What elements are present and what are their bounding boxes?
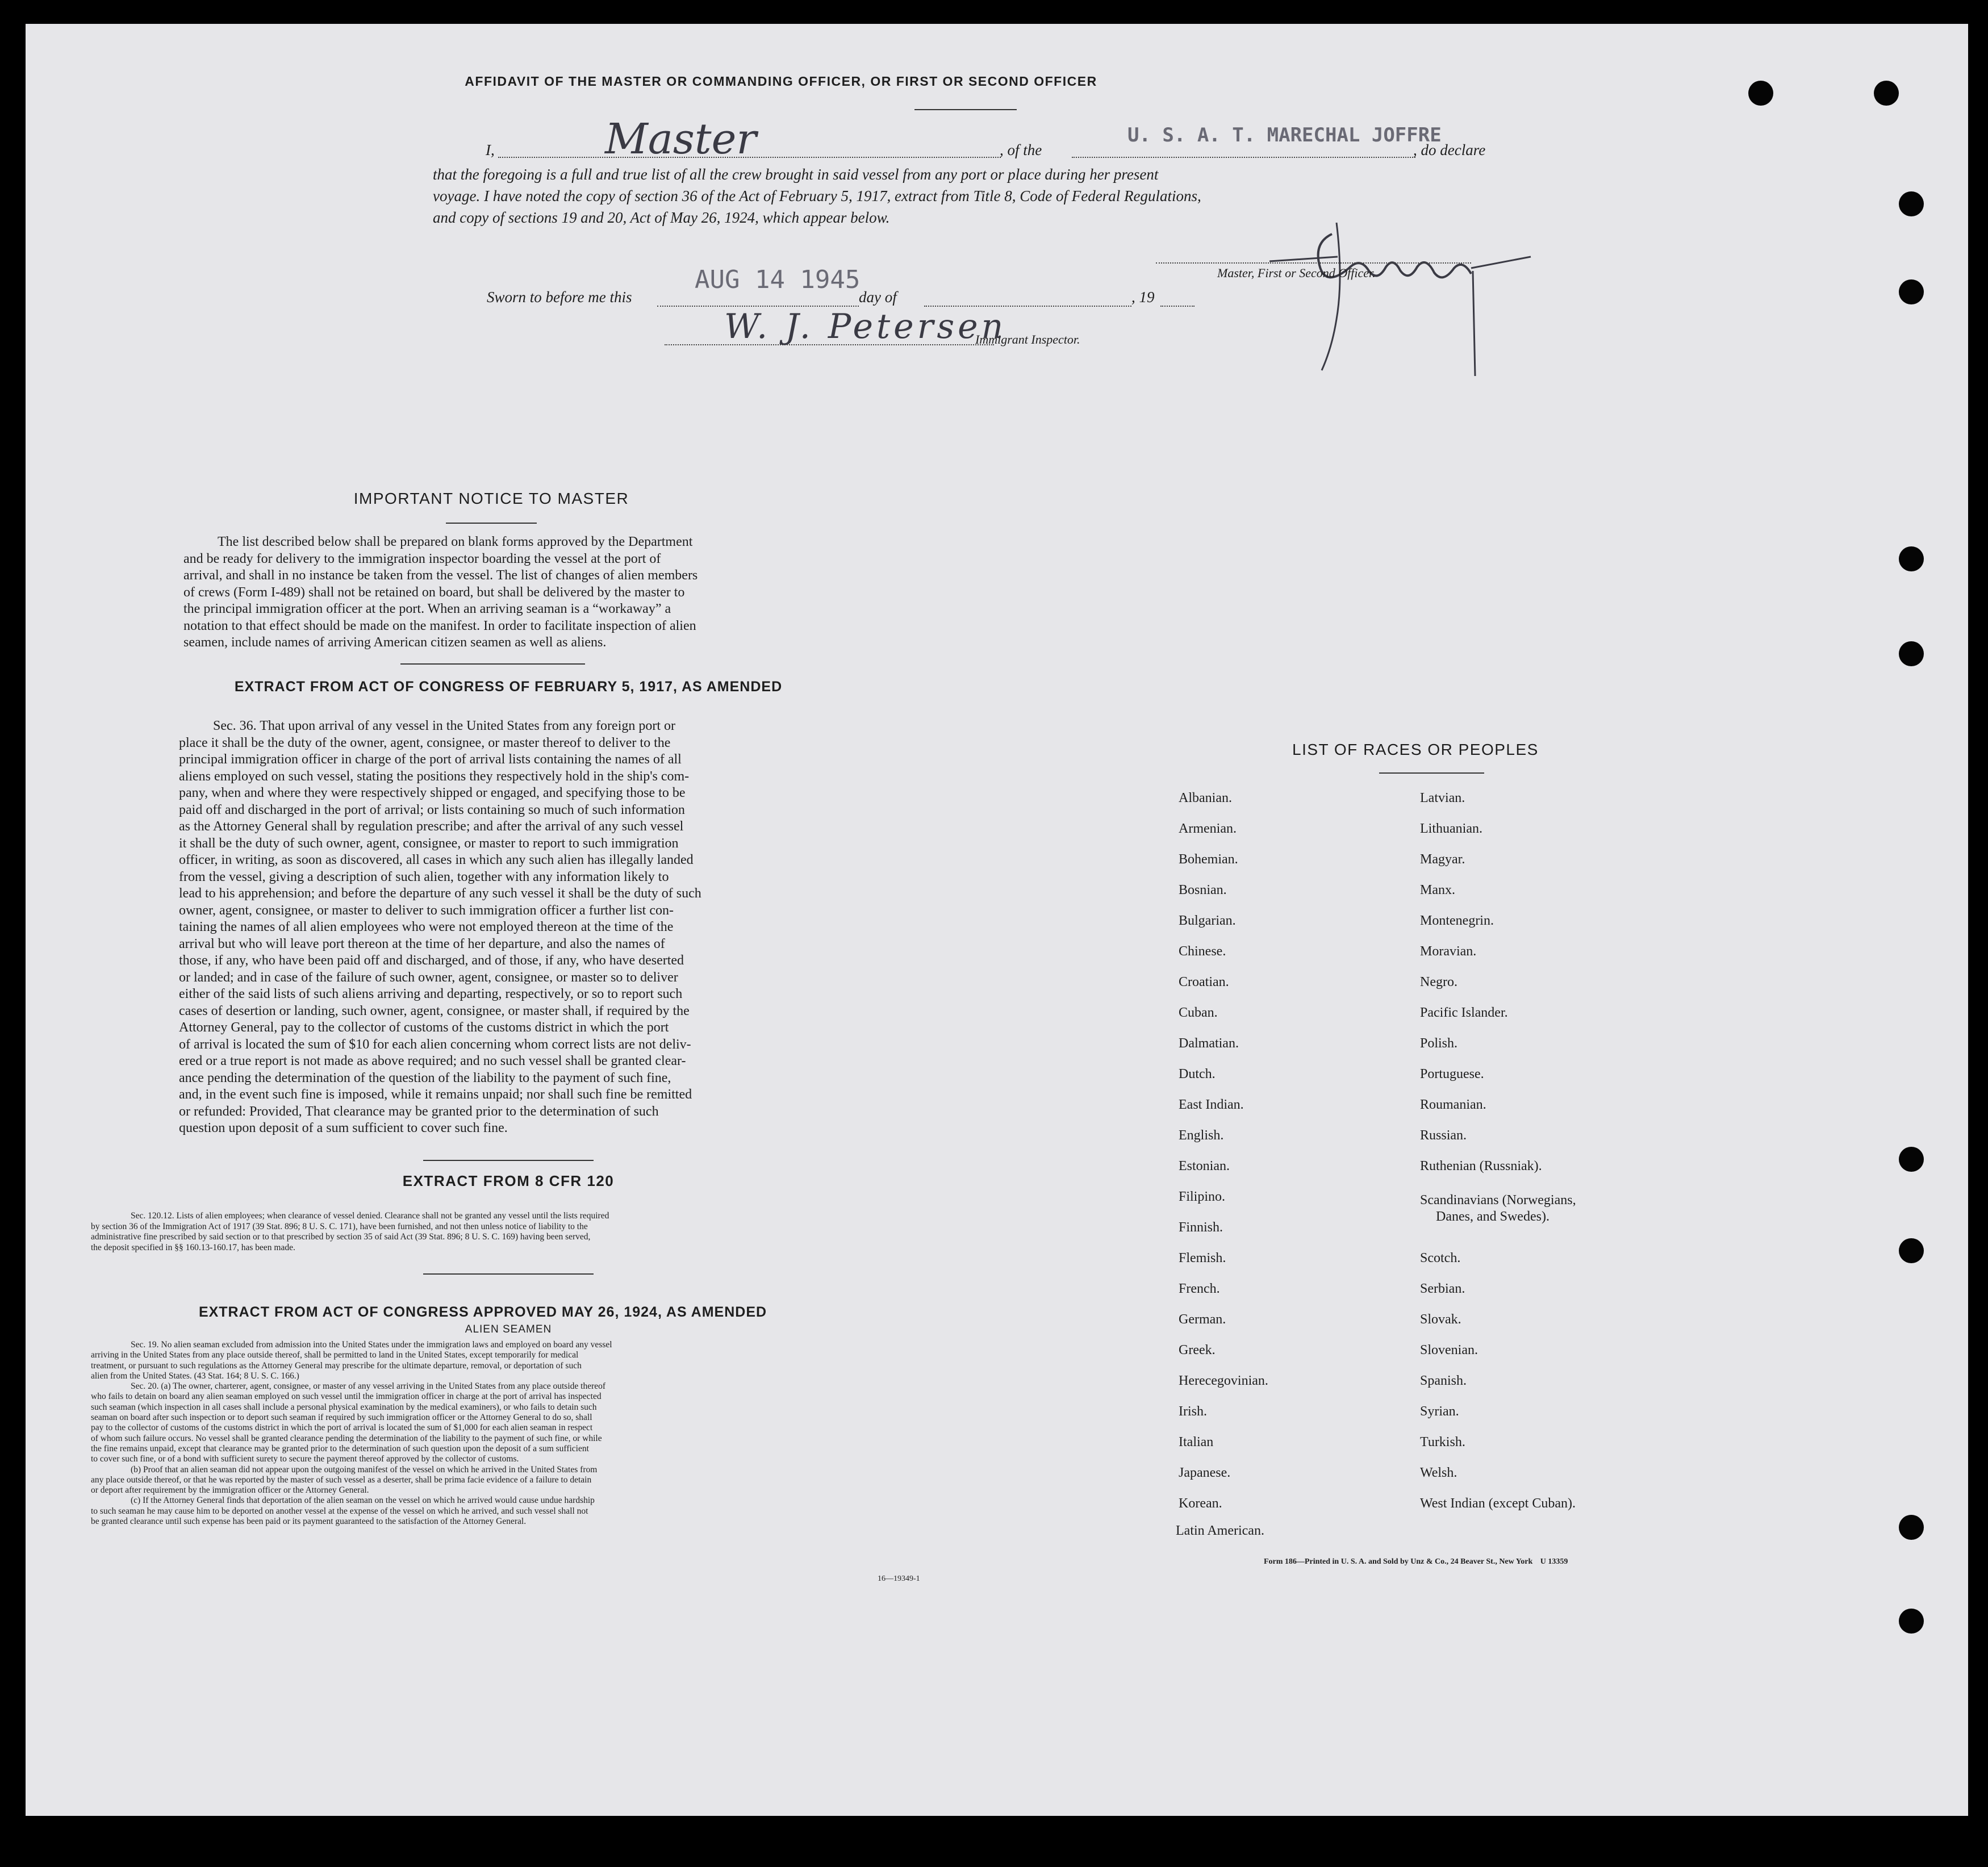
extract-1917-line: owner, agent, consignee, or master to deliver to such immigration officer a further list con- bbox=[179, 903, 674, 918]
extract-1924-line: such seaman (which inspection in all cases shall include a personal physical examination by the medical examiners), or who fails to detain such bbox=[91, 1402, 597, 1412]
extract-1917-line: and, in the event such fine is imposed, while it remains unpaid; nor shall such fine be remitted bbox=[179, 1087, 692, 1102]
race-item: Armenian. bbox=[1179, 821, 1237, 836]
notice-line: The list described below shall be prepared on blank forms approved by the Department bbox=[218, 534, 693, 549]
race-item: Negro. bbox=[1420, 975, 1457, 989]
race-item: Filipino. bbox=[1179, 1189, 1226, 1204]
race-item: Polish. bbox=[1420, 1036, 1458, 1051]
race-item: Lithuanian. bbox=[1420, 821, 1482, 836]
title-rule bbox=[914, 109, 1017, 110]
inspector-signature: W. J. Petersen bbox=[724, 307, 1007, 346]
race-item: Greek. bbox=[1179, 1343, 1216, 1358]
extract-1924-line: or deport after requirement by the immigration officer or the Attorney General. bbox=[91, 1485, 369, 1496]
punch-hole bbox=[1899, 1238, 1924, 1263]
race-item: Portuguese. bbox=[1420, 1067, 1484, 1081]
punch-hole bbox=[1899, 1609, 1924, 1634]
extract-1917-line: as the Attorney General shall by regulation prescribe; and after the arrival of any such vessel bbox=[179, 819, 684, 834]
extract-1924-line: be granted clearance until such expense has been paid or its payment guaranteed to the satisfaction of the Attorney General. bbox=[91, 1517, 527, 1527]
notice-title: IMPORTANT NOTICE TO MASTER bbox=[353, 490, 629, 507]
race-item: Ruthenian (Russniak). bbox=[1420, 1159, 1542, 1173]
extract-1917-line: principal immigration officer in charge of the port of arrival lists containing the names of all bbox=[179, 752, 682, 767]
affidavit-i-label: I, bbox=[486, 141, 495, 158]
race-item: German. bbox=[1179, 1312, 1226, 1327]
extract-1917-line: ance pending the determination of the question of the liability to the payment of such fine, bbox=[179, 1070, 671, 1085]
date-stamp: AUG 14 1945 bbox=[695, 265, 861, 294]
affidavit-title: AFFIDAVIT OF THE MASTER OR COMMANDING OFFICER, OR FIRST OR SECOND OFFICER bbox=[465, 74, 1097, 89]
extract-1917-line: of arrival is located the sum of $10 for each alien concerning whom correct lists are not deliv- bbox=[179, 1037, 691, 1052]
extract-1924-line: any place outside thereof, or that he was reported by the master of such vessel as a deserter, shall be prima facie evidence of a failure to detain bbox=[91, 1475, 592, 1485]
race-item: Dutch. bbox=[1179, 1067, 1216, 1081]
day-of-label: day of bbox=[859, 289, 897, 306]
vessel-name: U. S. A. T. MARECHAL JOFFRE bbox=[1127, 124, 1442, 147]
extract-1917-line: aliens employed on such vessel, stating the positions they respectively hold in the ship's com- bbox=[179, 768, 690, 784]
race-item: Danes, and Swedes). bbox=[1436, 1209, 1550, 1224]
race-item: West Indian (except Cuban). bbox=[1420, 1496, 1576, 1511]
extract-1917-line: officer, in writing, as soon as discovered, all cases in which any such alien has illegally landed bbox=[179, 853, 694, 867]
extract-1924-line: of whom such failure occurs. No vessel shall be granted clearance pending the determination of the liability to the payment of such fine, or while bbox=[91, 1433, 602, 1443]
race-item: Magyar. bbox=[1420, 852, 1465, 867]
extract-1917-line: pany, when and where they were respectively shipped or engaged, and specifying those to be bbox=[179, 786, 686, 800]
race-item: Albanian. bbox=[1179, 791, 1232, 805]
printer-code: U 13359 bbox=[1540, 1557, 1568, 1566]
extract-1917-line: ered or a true report is not made as above required; and no such vessel shall be granted clear- bbox=[179, 1054, 686, 1068]
extract-1924-line: the fine remains unpaid, except that clearance may be granted prior to the determination of such question upon the deposit of a sum sufficient bbox=[91, 1443, 589, 1453]
race-item: Estonian. bbox=[1179, 1159, 1230, 1173]
extract-1924-line: alien from the United States. (43 Stat. 164; 8 U. S. C. 166.) bbox=[91, 1371, 299, 1381]
punch-hole bbox=[1899, 1515, 1924, 1540]
extract-cfr-line: by section 36 of the Immigration Act of 1917 (39 Stat. 896; 8 U. S. C. 171), have been furnished, and not then unless notice of liability to the bbox=[91, 1221, 588, 1231]
extract-1924-line: Sec. 20. (a) The owner, charterer, agent, consignee, or master of any vessel arriving in the United States from any place outside thereof bbox=[131, 1381, 606, 1392]
race-item: Syrian. bbox=[1420, 1404, 1459, 1419]
sworn-label: Sworn to before me this bbox=[487, 289, 632, 306]
race-item: Irish. bbox=[1179, 1404, 1207, 1419]
extract-cfr-line: the deposit specified in §§ 160.13-160.17, has been made. bbox=[91, 1242, 295, 1252]
extract-1917-line: either of the said lists of such aliens arriving and departing, respectively, or so to report such bbox=[179, 987, 683, 1001]
section-rule bbox=[400, 663, 585, 665]
affidavit-body-line: voyage. I have noted the copy of section 36 of the Act of February 5, 1917, extract from Title 8, Code of Federal Regulations, bbox=[433, 187, 1201, 204]
document-page bbox=[26, 24, 1968, 1816]
signature-caption: Master, First or Second Officer. bbox=[1217, 266, 1376, 280]
race-item: Scotch. bbox=[1420, 1251, 1461, 1265]
signature-line bbox=[1156, 262, 1471, 264]
race-item: Spanish. bbox=[1420, 1373, 1467, 1388]
extract-1917-line: paid off and discharged in the port of arrival; or lists containing so much of such information bbox=[179, 802, 685, 817]
race-item: Scandinavians (Norwegians, bbox=[1420, 1193, 1576, 1208]
race-item: Herecegovinian. bbox=[1179, 1373, 1268, 1388]
master-signature bbox=[1247, 211, 1542, 382]
punch-hole bbox=[1899, 1147, 1924, 1172]
extract-1924-line: to such seaman he may cause him to be deported on another vessel at the expense of the vessel on which he arrived, and such vessel shall not bbox=[91, 1506, 588, 1516]
extract-cfr-title: EXTRACT FROM 8 CFR 120 bbox=[402, 1172, 615, 1189]
extract-1924-line: (c) If the Attorney General finds that deportation of the alien seaman on the vessel on which he arrived would cause undue hardship bbox=[131, 1496, 595, 1506]
race-item: Latvian. bbox=[1420, 791, 1465, 805]
extract-1924-line: treatment, or pursuant to such regulations as the Attorney General may prescribe for the ultimate departure, removal, or deportation of such bbox=[91, 1360, 582, 1371]
race-item: French. bbox=[1179, 1281, 1220, 1296]
extract-1917-line: or landed; and in case of the failure of such owner, agent, consignee, or master so to deliver bbox=[179, 970, 678, 985]
race-item: Russian. bbox=[1420, 1128, 1467, 1143]
master-handwriting: Master bbox=[605, 115, 757, 164]
extract-1917-line: Attorney General, pay to the collector of customs of the customs district in which the port bbox=[179, 1020, 669, 1035]
extract-1924-line: to cover such fine, or of a bond with sufficient surety to secure the payment thereof approved by the collector of customs. bbox=[91, 1454, 519, 1464]
extract-1917-line: Sec. 36. That upon arrival of any vessel in the United States from any foreign port or bbox=[213, 719, 676, 733]
race-item: Slovak. bbox=[1420, 1312, 1461, 1327]
race-item: Chinese. bbox=[1179, 944, 1226, 959]
race-item: Slovenian. bbox=[1420, 1343, 1478, 1358]
extract-1917-line: lead to his apprehension; and before the departure of any such vessel it shall be the duty of such bbox=[179, 886, 701, 901]
race-item: Croatian. bbox=[1179, 975, 1229, 989]
notice-line: and be ready for delivery to the immigration inspector boarding the vessel at the port of bbox=[183, 551, 661, 566]
extract-1924-title: EXTRACT FROM ACT OF CONGRESS APPROVED MAY 26, 1924, AS AMENDED bbox=[198, 1304, 767, 1320]
race-item: English. bbox=[1179, 1128, 1224, 1143]
extract-1917-line: arrival but who will leave port thereon at the time of her departure, and also the names of bbox=[179, 936, 665, 951]
race-item: Bulgarian. bbox=[1179, 913, 1236, 928]
race-item: Bosnian. bbox=[1179, 883, 1227, 897]
extract-1924-line: who fails to detain on board any alien seaman employed on such vessel until the immigration officer in charge at the port of arrival has inspected bbox=[91, 1392, 602, 1402]
race-item: Montenegrin. bbox=[1420, 913, 1494, 928]
notice-line: of crews (Form I-489) shall not be retained on board, but shall be delivered by the master to bbox=[183, 584, 685, 600]
race-item: Korean. bbox=[1179, 1496, 1222, 1511]
affidavit-body-line: and copy of sections 19 and 20, Act of May 26, 1924, which appear below. bbox=[433, 209, 890, 226]
race-item: Latin American. bbox=[1176, 1523, 1264, 1538]
extract-1924-subtitle: ALIEN SEAMEN bbox=[465, 1323, 552, 1335]
printer-text: Form 186—Printed in U. S. A. and Sold by Unz & Co., 24 Beaver St., New York bbox=[1264, 1557, 1533, 1566]
extract-1924-line: seaman on board after such inspection or to deport such seaman if required by such immigration officer or the Attorney General to do so, shall bbox=[91, 1413, 592, 1423]
punch-hole bbox=[1748, 81, 1773, 106]
affidavit-body-line: that the foregoing is a full and true list of all the crew brought in said vessel from any port or place during her present bbox=[433, 166, 1159, 183]
notice-rule bbox=[446, 523, 537, 524]
section-rule bbox=[423, 1273, 594, 1275]
races-title: LIST OF RACES OR PEOPLES bbox=[1292, 741, 1539, 758]
punch-hole bbox=[1874, 81, 1899, 106]
extract-1917-line: taining the names of all alien employees who were not employed thereon at the time of the bbox=[179, 920, 674, 934]
extract-1917-line: question upon deposit of a sum sufficient to cover such fine. bbox=[179, 1121, 508, 1135]
extract-1917-line: from the vessel, giving a description of such alien, together with any information likely to bbox=[179, 869, 669, 884]
notice-line: seamen, include names of arriving American citizen seamen as well as aliens. bbox=[183, 635, 607, 650]
extract-cfr-line: administrative fine prescribed by said section or to that prescribed by section 35 of said Act (39 Stat. 896; 8 U. S. C. 169) having been served, bbox=[91, 1232, 591, 1242]
extract-1917-line: those, if any, who have been paid off and discharged, and of those, if any, who have deserted bbox=[179, 953, 684, 968]
extract-1917-line: cases of desertion or landing, such owner, agent, consignee, or master shall, if required by the bbox=[179, 1003, 690, 1018]
race-item: Dalmatian. bbox=[1179, 1036, 1239, 1051]
inspector-caption: Immigrant Inspector. bbox=[975, 332, 1080, 346]
form-number: 16—19349-1 bbox=[878, 1574, 920, 1583]
printer-imprint bbox=[1264, 1557, 1568, 1567]
extract-1917-title: EXTRACT FROM ACT OF CONGRESS OF FEBRUARY 5, 1917, AS AMENDED bbox=[234, 679, 783, 695]
race-item: Japanese. bbox=[1179, 1465, 1231, 1480]
punch-hole bbox=[1899, 191, 1924, 216]
race-item: Roumanian. bbox=[1420, 1097, 1486, 1112]
punch-hole bbox=[1899, 279, 1924, 304]
extract-1917-text bbox=[179, 718, 852, 1137]
race-item: Moravian. bbox=[1420, 944, 1477, 959]
extract-1924-line: pay to the collector of customs of the customs district in which the port of arrival is located the sum of $1,000 for each alien seaman in respect bbox=[91, 1423, 593, 1433]
notice-text bbox=[183, 534, 852, 651]
race-item: East Indian. bbox=[1179, 1097, 1244, 1112]
race-item: Flemish. bbox=[1179, 1251, 1226, 1265]
year-label: , 19 bbox=[1131, 289, 1155, 306]
year-line bbox=[1160, 306, 1195, 307]
notice-line: the principal immigration officer at the port. When an arriving seaman is a “workaway” a bbox=[183, 602, 671, 616]
race-item: Italian bbox=[1179, 1435, 1214, 1450]
declare-label: , do declare bbox=[1413, 141, 1486, 158]
race-item: Bohemian. bbox=[1179, 852, 1238, 867]
notice-line: notation to that effect should be made on the manifest. In order to facilitate inspection of alien bbox=[183, 618, 696, 633]
extract-cfr-text bbox=[91, 1211, 943, 1253]
extract-1924-line: arriving in the United States from any place outside thereof, shall be permitted to land in the United States, except temporarily for medical bbox=[91, 1350, 579, 1360]
section-rule bbox=[423, 1160, 594, 1161]
extract-1917-line: it shall be the duty of such owner, agent, consignee, or master to report to such immigration bbox=[179, 836, 679, 851]
race-item: Cuban. bbox=[1179, 1005, 1218, 1020]
race-item: Manx. bbox=[1420, 883, 1455, 897]
punch-hole bbox=[1899, 546, 1924, 571]
punch-hole bbox=[1899, 641, 1924, 666]
notice-line: arrival, and shall in no instance be taken from the vessel. The list of changes of alien members bbox=[183, 568, 698, 583]
race-item: Pacific Islander. bbox=[1420, 1005, 1508, 1020]
race-item: Finnish. bbox=[1179, 1220, 1223, 1235]
extract-1917-line: place it shall be the duty of the owner, agent, consignee, or master thereof to deliver to the bbox=[179, 735, 671, 750]
race-item: Turkish. bbox=[1420, 1435, 1465, 1450]
extract-cfr-line: Sec. 120.12. Lists of alien employees; when clearance of vessel denied. Clearance shall not be granted any vessel until the lists required bbox=[131, 1211, 609, 1221]
race-item: Welsh. bbox=[1420, 1465, 1457, 1480]
extract-1924-line: (b) Proof that an alien seaman did not appear upon the outgoing manifest of the vessel on which he arrived in the United States from bbox=[131, 1464, 598, 1475]
of-the-label: , of the bbox=[1000, 141, 1042, 158]
races-rule bbox=[1379, 772, 1484, 774]
extract-1917-line: or refunded: Provided, That clearance may be granted prior to the determination of such bbox=[179, 1104, 659, 1119]
race-item: Serbian. bbox=[1420, 1281, 1465, 1296]
extract-1924-line: Sec. 19. No alien seaman excluded from admission into the United States under the immigration laws and employed on board any vessel bbox=[131, 1340, 612, 1350]
vessel-line bbox=[1072, 157, 1415, 158]
extract-1924-text bbox=[91, 1340, 943, 1527]
